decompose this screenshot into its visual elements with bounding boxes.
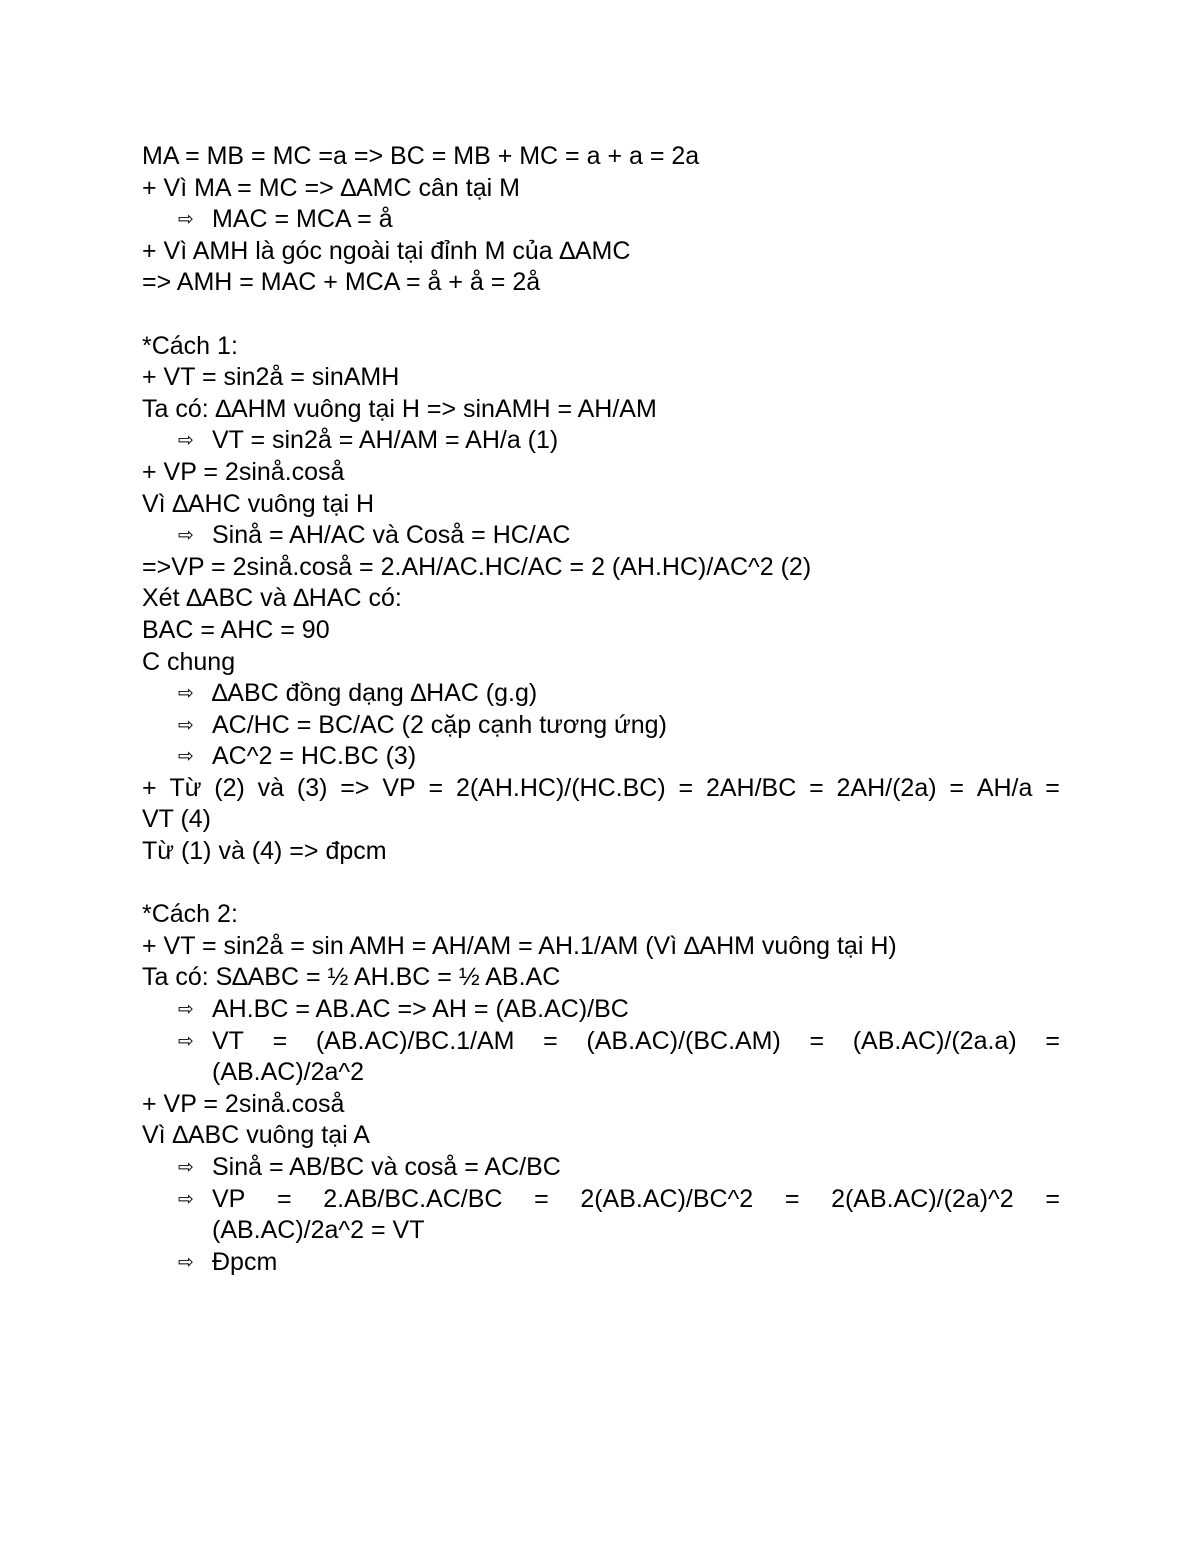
bullet-text: Đpcm <box>212 1247 278 1276</box>
word: = <box>272 1026 288 1055</box>
word: = <box>1045 1184 1060 1213</box>
word: 2(AB.AC)/(2a)^2 <box>831 1184 1014 1213</box>
text-line: + VP = 2sinå.coså <box>142 1089 345 1118</box>
arrow-icon: ⇨ <box>178 524 194 547</box>
bullet-line <box>142 678 1060 710</box>
word: = <box>543 1026 558 1055</box>
blank-line <box>142 299 1060 331</box>
bullet-line <box>142 994 1060 1026</box>
arrow-icon: ⇨ <box>178 1029 194 1052</box>
text-line: Vì ∆ABC vuông tại A <box>142 1121 370 1150</box>
word: VT <box>212 1026 244 1055</box>
text-line: Từ (1) và (4) => đpcm <box>142 837 387 866</box>
bullet-text: Sinå = AH/AC và Coså = HC/AC <box>212 521 571 550</box>
arrow-icon: ⇨ <box>178 208 194 231</box>
arrow-icon: ⇨ <box>178 1156 194 1178</box>
bullet-text: AC^2 = HC.BC (3) <box>212 742 417 771</box>
word: 2AH/(2a) <box>836 773 937 802</box>
bullet-text: MAC = MCA = å <box>212 205 393 234</box>
bullet-line <box>142 1247 1060 1279</box>
arrow-icon: ⇨ <box>178 682 194 705</box>
word: + <box>142 773 157 802</box>
bullet-text: AC/HC = BC/AC (2 cặp cạnh tương ứng) <box>212 710 667 739</box>
word: Từ <box>169 773 202 802</box>
text-line: VT (4) <box>142 805 211 834</box>
bullet-text: ∆ABC đồng dạng ∆HAC (g.g) <box>212 679 538 708</box>
word: = <box>276 1184 292 1213</box>
text-line: Ta có: S∆ABC = ½ AH.BC = ½ AB.AC <box>142 963 561 992</box>
word: = <box>428 773 444 802</box>
continuation-line: (AB.AC)/2a^2 = VT <box>212 1216 425 1245</box>
bullet-line <box>142 741 1060 773</box>
word: = <box>678 773 694 802</box>
bullet-line <box>142 1026 1060 1058</box>
text-line: => AMH = MAC + MCA = å + å = 2å <box>142 268 541 297</box>
text-line: C chung <box>142 647 236 676</box>
arrow-icon: ⇨ <box>178 998 194 1021</box>
word: = <box>809 1026 825 1055</box>
bullet-line <box>142 520 1060 552</box>
word: (3) <box>296 773 328 802</box>
word: 2(AB.AC)/BC^2 <box>580 1184 754 1213</box>
bullet-text <box>212 1026 1060 1058</box>
text-line: BAC = AHC = 90 <box>142 615 330 644</box>
bullet-line <box>142 1184 1060 1216</box>
text-line: + VP = 2sinå.coså <box>142 457 345 486</box>
arrow-icon: ⇨ <box>178 429 194 452</box>
word: = <box>1045 1026 1060 1055</box>
word: 2(AH.HC)/(HC.BC) <box>455 773 666 802</box>
bullet-line <box>142 710 1060 742</box>
text-line: MA = MB = MC =a => BC = MB + MC = a + a = 2a <box>142 142 700 170</box>
word: (AB.AC)/(BC.AM) <box>586 1026 781 1055</box>
text-line: Ta có: ∆AHM vuông tại H => sinAMH = AH/AM <box>142 394 657 423</box>
bullet-text: Sinå = AB/BC và coså = AC/BC <box>212 1153 561 1181</box>
section-heading: *Cách 2: <box>142 900 238 929</box>
word: = <box>949 773 964 802</box>
word: = <box>534 1184 549 1213</box>
arrow-icon: ⇨ <box>178 1250 194 1273</box>
justified-line <box>142 773 1060 805</box>
text-line: + VT = sin2å = sinAMH <box>142 363 400 392</box>
arrow-icon: ⇨ <box>178 1187 194 1210</box>
bullet-line <box>142 204 1060 236</box>
word: VP <box>382 773 416 802</box>
text-line: Vì ∆AHC vuông tại H <box>142 489 375 518</box>
document-body <box>142 141 1060 1278</box>
text-line: =>VP = 2sinå.coså = 2.AH/AC.HC/AC = 2 (AH.HC)/AC^2 (2) <box>142 552 812 581</box>
bullet-text: AH.BC = AB.AC => AH = (AB.AC)/BC <box>212 995 629 1024</box>
text-line: + Vì MA = MC => ∆AMC cân tại M <box>142 173 520 202</box>
word: 2AH/BC <box>705 773 797 802</box>
arrow-icon: ⇨ <box>178 745 194 768</box>
word: VP <box>212 1184 246 1213</box>
bullet-text <box>212 1184 1060 1216</box>
section-heading: *Cách 1: <box>142 331 238 360</box>
arrow-icon: ⇨ <box>178 713 194 736</box>
continuation-line: (AB.AC)/2a^2 <box>212 1058 365 1087</box>
text-line: + VT = sin2å = sin AMH = AH/AM = AH.1/AM (Vì ∆AHM vuông tại H) <box>142 931 897 960</box>
word: = <box>809 773 824 802</box>
text-line: Xét ∆ABC và ∆HAC có: <box>142 584 402 613</box>
bullet-line <box>142 425 1060 457</box>
bullet-text: VT = sin2å = AH/AM = AH/a (1) <box>212 426 559 455</box>
text-line: + Vì AMH là góc ngoài tại đỉnh M của ∆AMC <box>142 236 631 265</box>
word: 2.AB/BC.AC/BC <box>323 1184 503 1213</box>
word: (2) <box>214 773 245 802</box>
blank-line <box>142 868 1060 900</box>
word: (AB.AC)/BC.1/AM <box>315 1026 515 1055</box>
word: => <box>340 773 370 802</box>
word: (AB.AC)/(2a.a) <box>852 1026 1017 1055</box>
word: và <box>257 773 285 802</box>
word: AH/a <box>976 773 1033 802</box>
word: = <box>1045 773 1060 802</box>
word: = <box>784 1184 800 1213</box>
bullet-line <box>142 1152 1060 1184</box>
